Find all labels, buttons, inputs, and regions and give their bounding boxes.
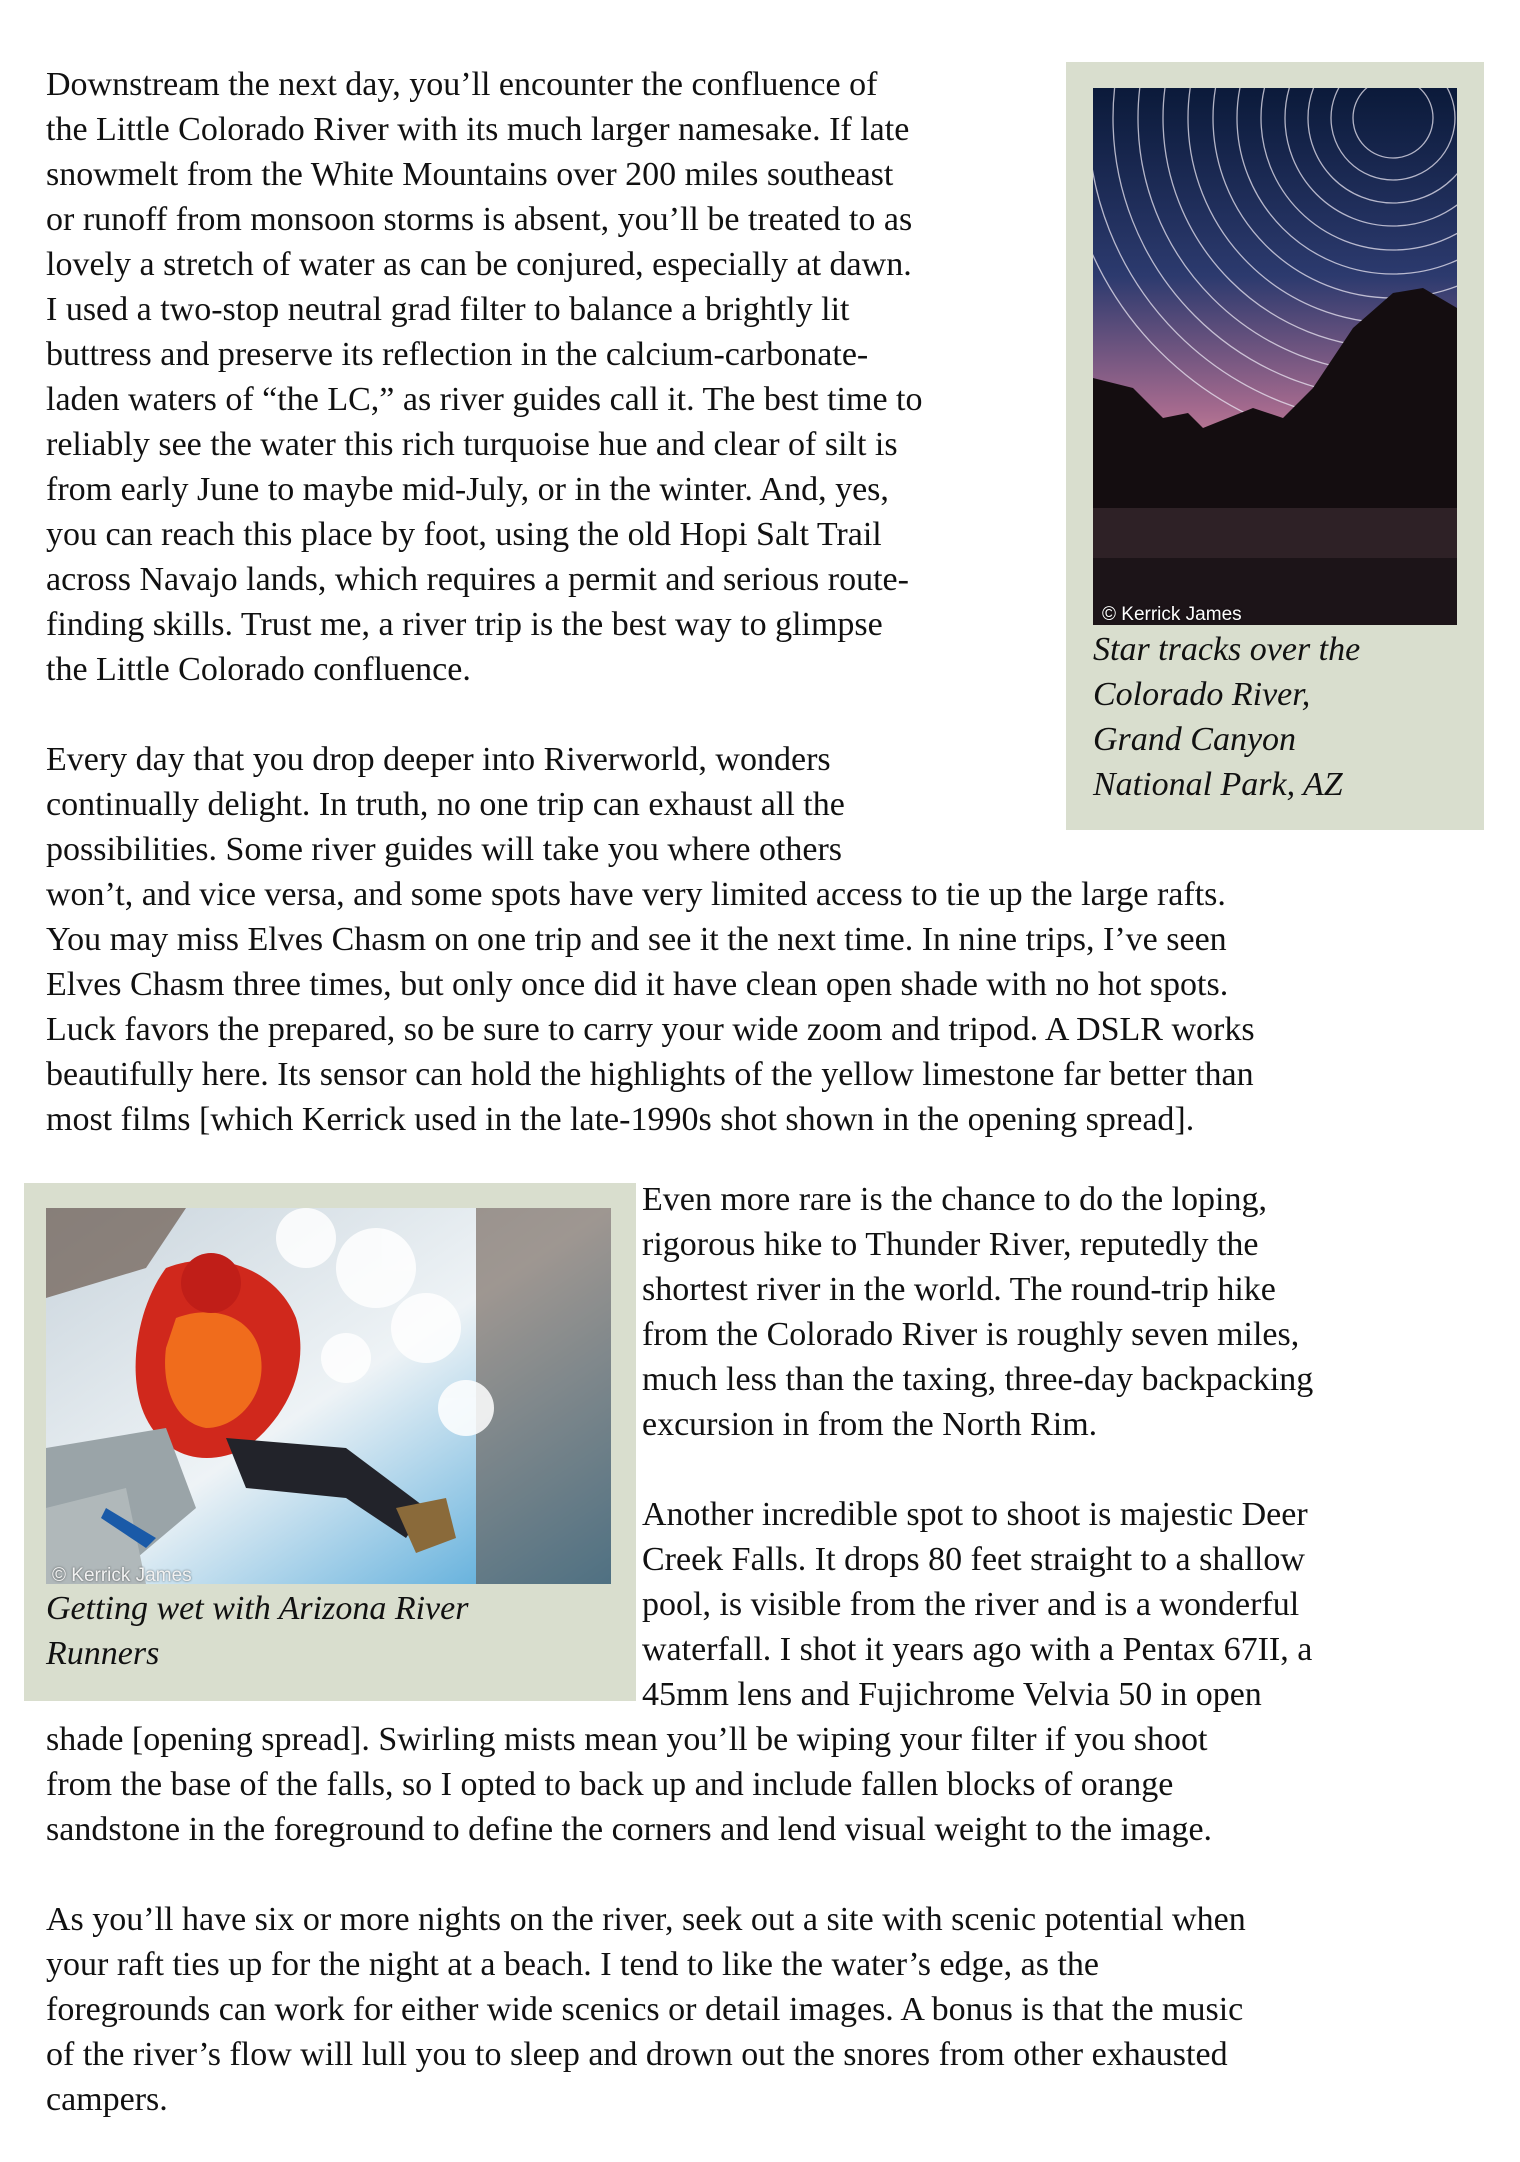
text-line: continually delight. In truth, no one trip can exhaust all the: [46, 786, 845, 823]
star-tracks-photo-credit: © Kerrick James: [1102, 604, 1242, 625]
paragraph-riverworld: [46, 737, 1255, 1142]
text-line: 45mm lens and Fujichrome Velvia 50 in open: [642, 1676, 1262, 1713]
text-line: Luck favors the prepared, so be sure to carry your wide zoom and tripod. A DSLR works: [46, 1011, 1255, 1048]
text-line: pool, is visible from the river and is a wonderful: [642, 1586, 1300, 1623]
text-line: rigorous hike to Thunder River, reputedly the: [642, 1226, 1259, 1263]
text-line: shade [opening spread]. Swirling mists mean you’ll be wiping your filter if you shoot: [46, 1721, 1208, 1758]
caption-line: Grand Canyon: [1093, 721, 1297, 758]
text-line: buttress and preserve its reflection in the calcium-carbonate-: [46, 336, 869, 373]
text-line: As you’ll have six or more nights on the river, seek out a site with scenic potential when: [46, 1901, 1246, 1938]
text-line: you can reach this place by foot, using the old Hopi Salt Trail: [46, 516, 882, 553]
paragraph-camping: [46, 1897, 1246, 2122]
text-line: from the base of the falls, so I opted to back up and include fallen blocks of orange: [46, 1766, 1174, 1803]
text-line: campers.: [46, 2081, 168, 2118]
river-runners-photo: [46, 1208, 611, 1584]
text-line: Another incredible spot to shoot is majestic Deer: [642, 1496, 1308, 1533]
text-line: Downstream the next day, you’ll encounter the confluence of: [46, 66, 878, 103]
paragraph-thunder-river: [642, 1177, 1313, 1447]
text-line: laden waters of “the LC,” as river guides call it. The best time to: [46, 381, 923, 418]
text-line: possibilities. Some river guides will take you where others: [46, 831, 843, 868]
text-line: from the Colorado River is roughly seven miles,: [642, 1316, 1300, 1353]
text-line: foregrounds can work for either wide scenics or detail images. A bonus is that the music: [46, 1991, 1244, 2028]
text-line: I used a two-stop neutral grad filter to balance a brightly lit: [46, 291, 850, 328]
text-line: much less than the taxing, three-day backpacking: [642, 1361, 1314, 1398]
text-line: You may miss Elves Chasm on one trip and see it the next time. In nine trips, I’ve seen: [46, 921, 1227, 958]
text-line: the Little Colorado confluence.: [46, 651, 471, 688]
text-line: from early June to maybe mid-July, or in the winter. And, yes,: [46, 471, 889, 508]
text-line: excursion in from the North Rim.: [642, 1406, 1098, 1443]
text-line: or runoff from monsoon storms is absent, you’ll be treated to as: [46, 201, 913, 238]
river-runners-caption: [46, 1586, 468, 1676]
river-runners-photo-credit: © Kerrick James: [52, 1565, 192, 1586]
text-line: Every day that you drop deeper into Riverworld, wonders: [46, 741, 831, 778]
paragraph-deer-creek-bottom: [46, 1717, 1212, 1852]
caption-line: Runners: [46, 1635, 160, 1672]
caption-line: Getting wet with Arizona River: [46, 1590, 469, 1627]
paragraph-little-colorado: [46, 62, 922, 692]
caption-line: Colorado River,: [1093, 676, 1311, 713]
text-line: won’t, and vice versa, and some spots have very limited access to tie up the large rafts.: [46, 876, 1226, 913]
text-line: the Little Colorado River with its much larger namesake. If late: [46, 111, 910, 148]
text-line: sandstone in the foreground to define the corners and lend visual weight to the image.: [46, 1811, 1213, 1848]
text-line: your raft ties up for the night at a beach. I tend to like the water’s edge, as the: [46, 1946, 1100, 1983]
text-line: of the river’s flow will lull you to sleep and drown out the snores from other exhausted: [46, 2036, 1228, 2073]
text-line: lovely a stretch of water as can be conjured, especially at dawn.: [46, 246, 912, 283]
text-line: snowmelt from the White Mountains over 200 miles southeast: [46, 156, 894, 193]
text-line: Creek Falls. It drops 80 feet straight to a shallow: [642, 1541, 1305, 1578]
star-tracks-photo: [1093, 88, 1457, 625]
text-line: Elves Chasm three times, but only once did it have clean open shade with no hot spots.: [46, 966, 1229, 1003]
text-line: across Navajo lands, which requires a permit and serious route-: [46, 561, 909, 598]
text-line: shortest river in the world. The round-trip hike: [642, 1271, 1276, 1308]
caption-line: National Park, AZ: [1093, 766, 1343, 803]
paragraph-deer-creek-top: [642, 1492, 1312, 1717]
text-line: reliably see the water this rich turquoise hue and clear of silt is: [46, 426, 898, 463]
text-line: most films [which Kerrick used in the late-1990s shot shown in the opening spread].: [46, 1101, 1195, 1138]
caption-line: Star tracks over the: [1093, 631, 1361, 668]
text-line: beautifully here. Its sensor can hold the highlights of the yellow limestone far better than: [46, 1056, 1254, 1093]
text-line: finding skills. Trust me, a river trip is the best way to glimpse: [46, 606, 883, 643]
text-line: waterfall. I shot it years ago with a Pentax 67II, a: [642, 1631, 1313, 1668]
text-line: Even more rare is the chance to do the loping,: [642, 1181, 1267, 1218]
